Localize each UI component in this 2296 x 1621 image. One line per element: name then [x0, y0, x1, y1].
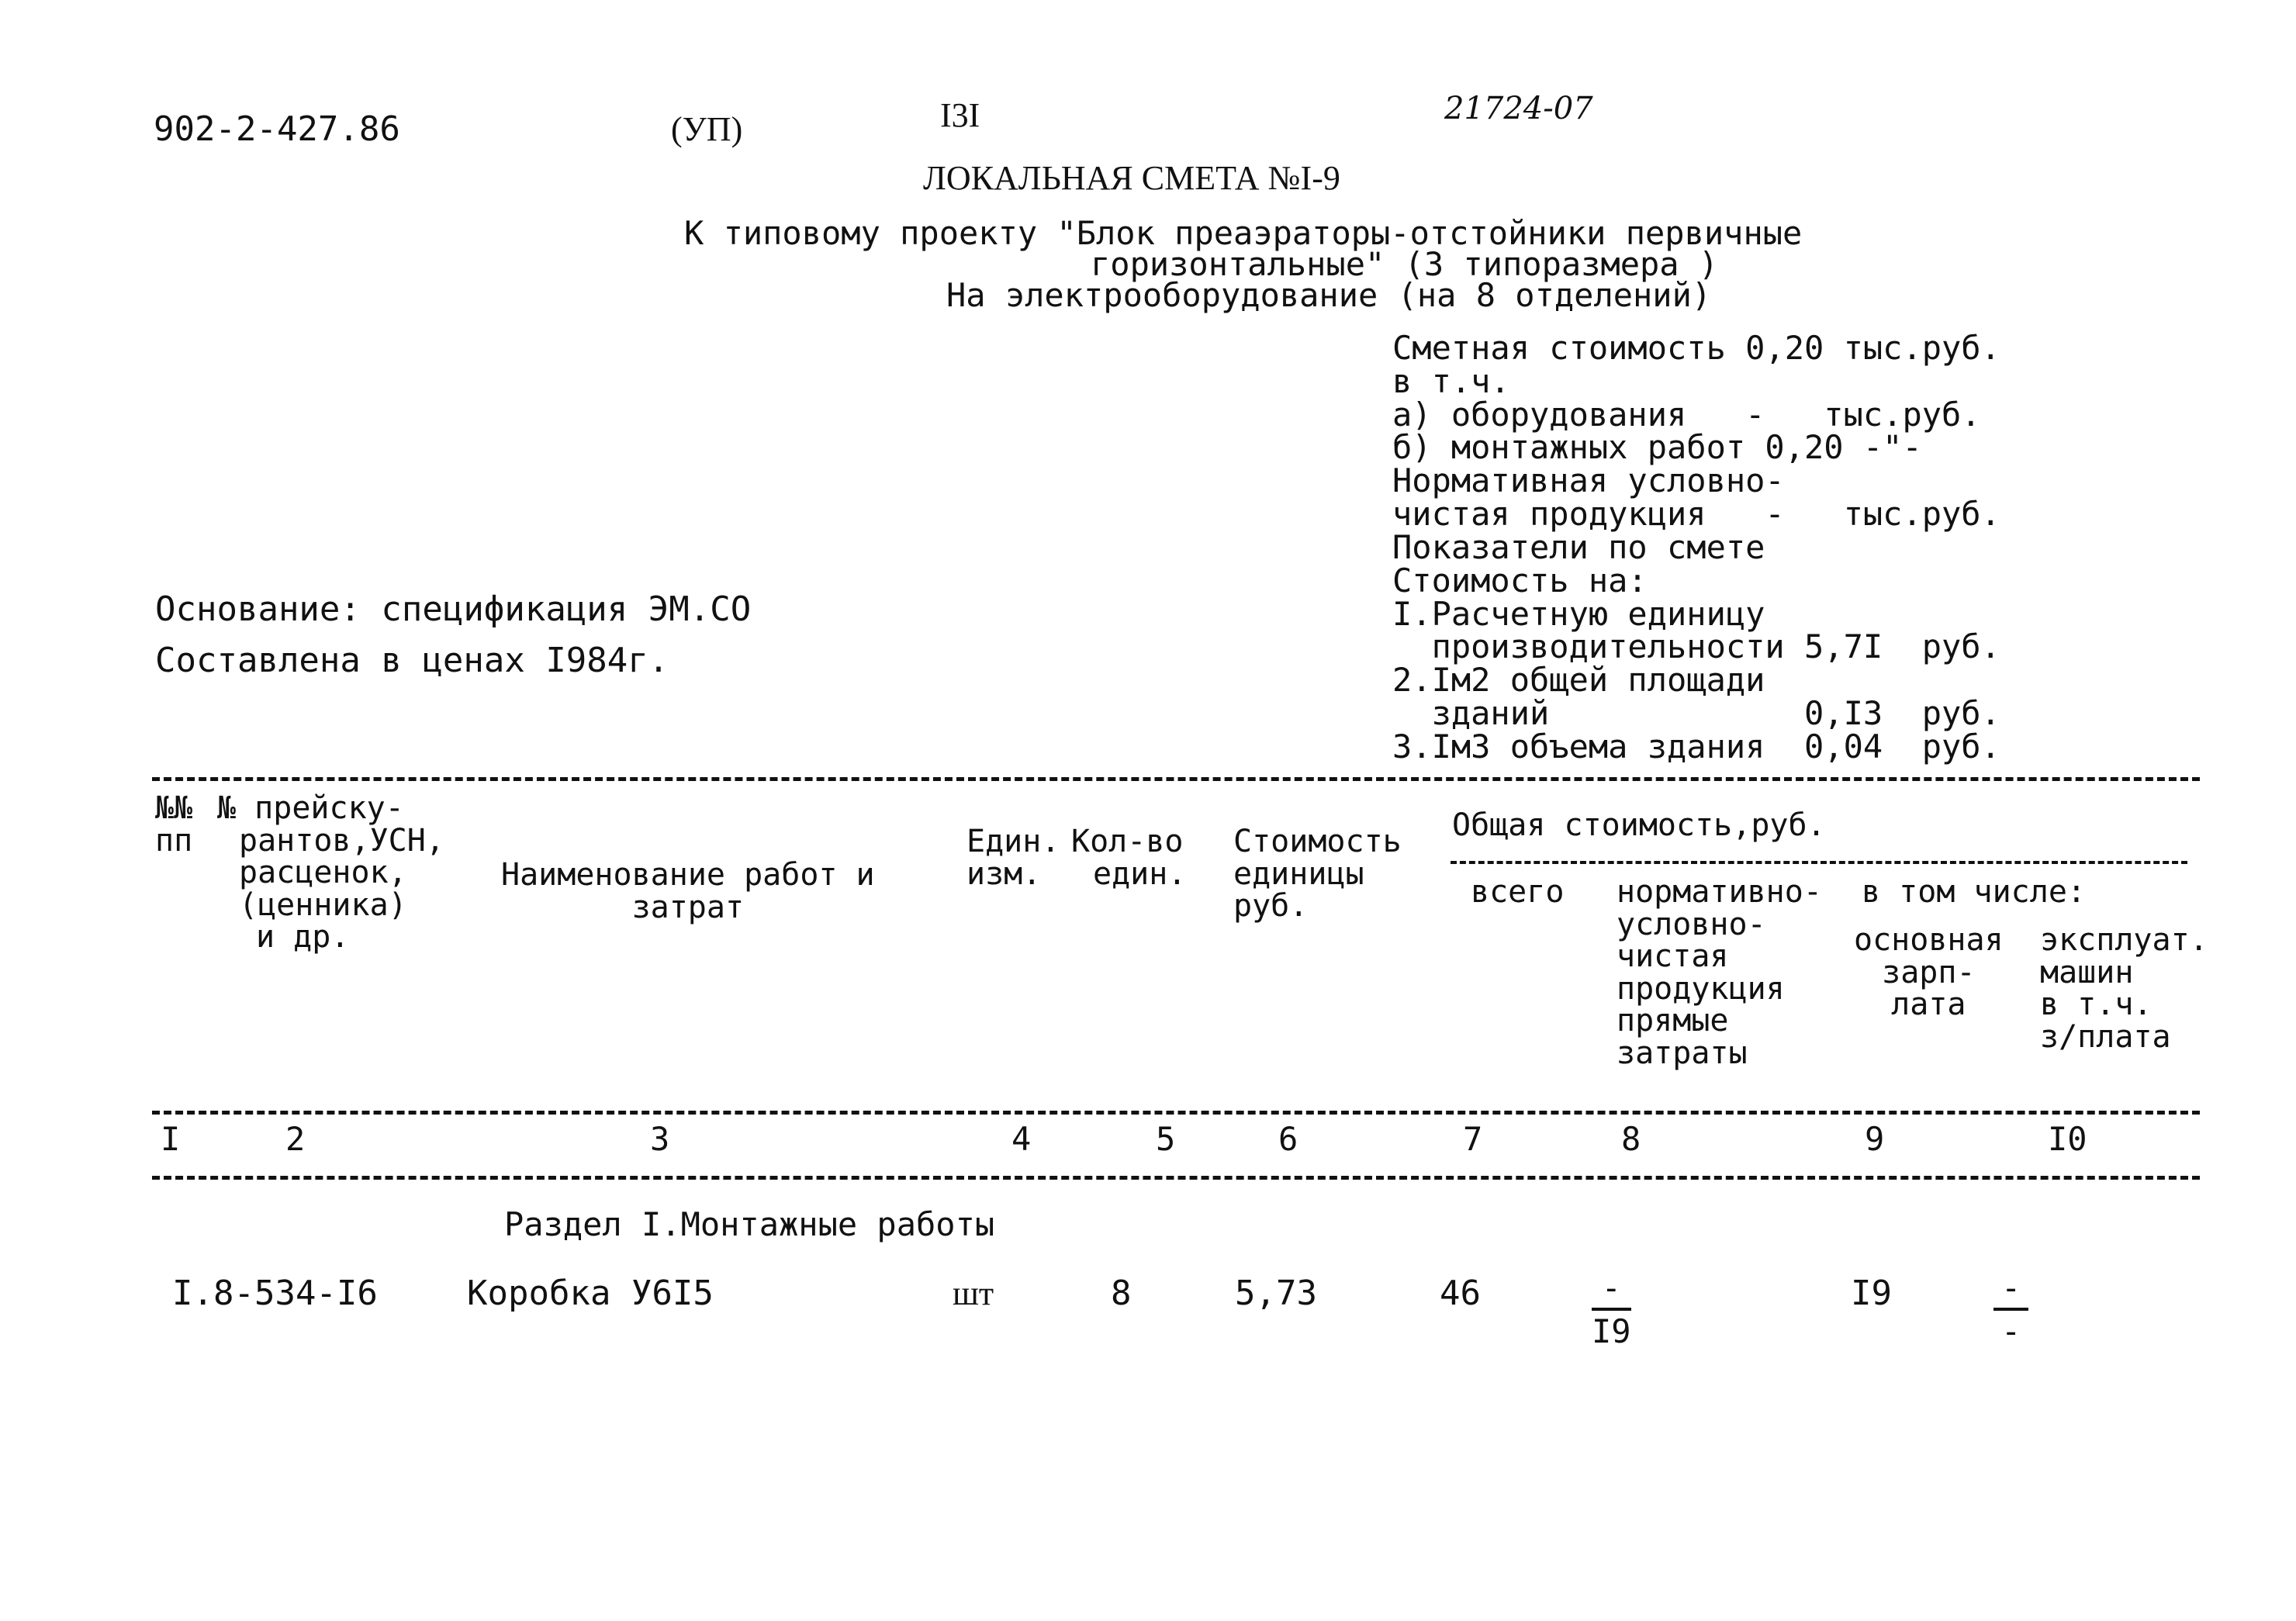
table-top-rule — [152, 777, 2200, 781]
column-numbers-top-rule — [152, 1111, 2200, 1115]
summary-line: а) оборудования - тыс.руб. — [1392, 395, 1981, 434]
machine-operation — [1993, 1269, 2028, 1350]
summary-line: Показатели по смете — [1392, 527, 1765, 566]
summary-line: Сметная стоимость 0,20 тыс.руб. — [1392, 329, 2000, 367]
document-code: 902-2-427.86 — [154, 109, 400, 149]
column-number: I0 — [2048, 1120, 2087, 1158]
summary-line: производительности 5,7I руб. — [1392, 627, 2000, 666]
item-name: Коробка У6I5 — [467, 1274, 714, 1313]
summary-line: чистая продукция - тыс.руб. — [1392, 495, 2000, 534]
normative-net-output — [1592, 1269, 1631, 1350]
column-number: 6 — [1278, 1120, 1298, 1158]
section-title: Раздел I.Монтажные работы — [504, 1205, 995, 1243]
summary-line: б) монтажных работ 0,20 -"- — [1392, 428, 1922, 467]
header-col-3: Наименование работ и затрат — [501, 857, 875, 925]
unit-cost: 5,73 — [1235, 1274, 1317, 1313]
project-line-2: горизонтальные" (3 типоразмера ) — [1091, 245, 1719, 283]
summary-line: I.Расчетную единицу — [1392, 594, 1765, 633]
column-number: 5 — [1156, 1120, 1176, 1158]
summary-line: зданий 0,I3 руб. — [1392, 694, 2000, 733]
wage: I9 — [1851, 1274, 1892, 1313]
page-number: I3I — [940, 96, 980, 134]
basis-price-year: Составлена в ценах I984г. — [155, 641, 669, 680]
normative-net-output-top: - — [1592, 1272, 1631, 1311]
machine-operation-bottom: - — [2001, 1312, 2021, 1350]
quantity: 8 — [1111, 1274, 1132, 1313]
header-group-including: в том числе: — [1862, 874, 2086, 910]
summary-line: Стоимость на: — [1392, 561, 1648, 600]
project-line-3: На электрооборудование (на 8 отделений) — [946, 276, 1712, 314]
column-number: 2 — [285, 1120, 306, 1158]
column-number: 8 — [1621, 1120, 1641, 1158]
summary-line: Нормативная условно- — [1392, 461, 1785, 500]
header-group-rule — [1451, 861, 2187, 864]
header-col-6: Стоимость единицы руб. — [1233, 824, 1402, 925]
handwritten-stamp-number: 21724-07 — [1444, 91, 1593, 126]
column-number: I — [161, 1120, 181, 1158]
header-col-4: Един. изм. — [966, 824, 1060, 892]
machine-operation-top: - — [1993, 1272, 2028, 1311]
total-cost: 46 — [1440, 1274, 1481, 1313]
column-number: 7 — [1463, 1120, 1483, 1158]
rate-code: I.8-534-I6 — [172, 1274, 378, 1313]
header-col-1: №№ пп — [155, 790, 193, 859]
project-line-1: К типовому проекту "Блок преаэраторы-отстойники первичные — [684, 214, 1803, 252]
header-col-5: Кол-во един. — [1071, 824, 1187, 892]
column-number: 4 — [1011, 1120, 1032, 1158]
unit: шт — [953, 1274, 994, 1312]
basis-specification: Основание: спецификация ЭМ.СО — [155, 589, 752, 629]
header-col-2: № прейску- рантов,УСН, расценок, (ценника) и др. — [217, 790, 444, 956]
document-title: ЛОКАЛЬНАЯ СМЕТА №I-9 — [923, 159, 1340, 197]
header-col-10: эксплуат. машин в т.ч. з/плата — [2040, 922, 2208, 1055]
header-col-9: основная зарп- лата — [1854, 922, 2004, 1023]
header-col-7: всего — [1471, 874, 1565, 910]
column-numbers-bottom-rule — [152, 1176, 2200, 1180]
cost-summary — [1392, 329, 2000, 766]
summary-line: 2.Iм2 общей площади — [1392, 661, 1765, 700]
column-number: 3 — [650, 1120, 670, 1158]
normative-net-output-bottom: I9 — [1592, 1312, 1631, 1350]
column-number: 9 — [1865, 1120, 1885, 1158]
header-group-total: Общая стоимость,руб. — [1452, 807, 1826, 843]
header-col-8: нормативно- условно- чистая продукция прямые затраты — [1617, 874, 1822, 1071]
summary-line: в т.ч. — [1392, 361, 1510, 400]
volume-label: (УП) — [671, 110, 743, 148]
summary-line: 3.Iм3 объема здания 0,04 руб. — [1392, 727, 2000, 766]
